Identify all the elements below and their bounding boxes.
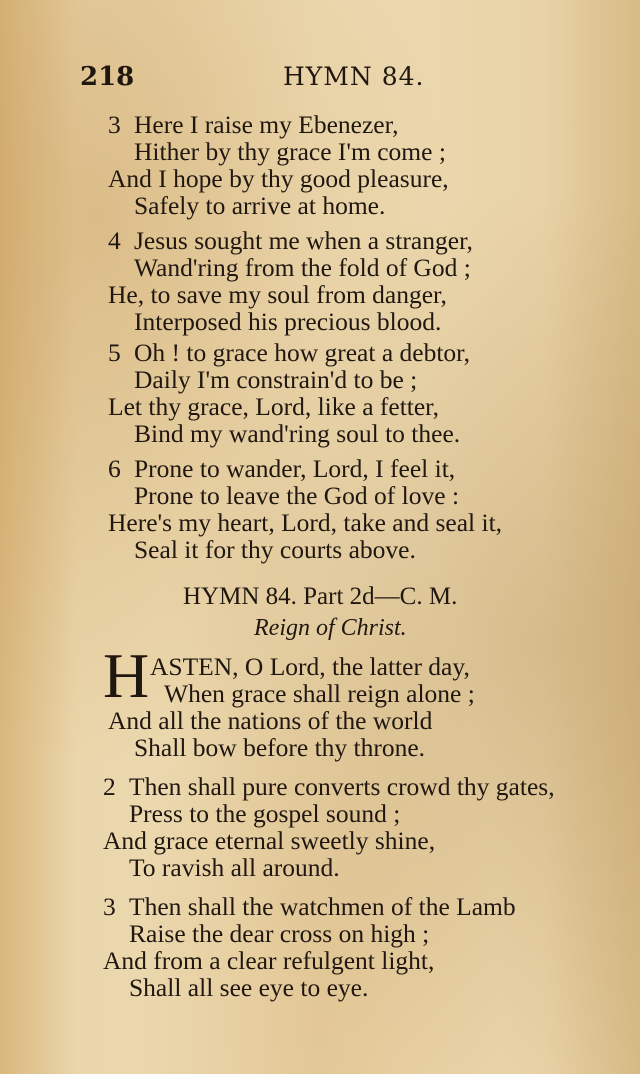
- verse-line: 6 Prone to wander, Lord, I feel it,: [108, 454, 456, 483]
- verse-line: And from a clear refulgent light,: [103, 946, 435, 975]
- verse-line: Prone to leave the God of love :: [134, 481, 460, 510]
- stanza-number: 5: [108, 338, 121, 367]
- verse-line: 3 Then shall the watchmen of the Lamb: [103, 892, 516, 921]
- verse-line: Wand'ring from the fold of God ;: [134, 253, 471, 282]
- stanza-number: 2: [103, 772, 116, 801]
- verse-line: 5 Oh ! to grace how great a debtor,: [108, 338, 471, 367]
- verse-line: Safely to arrive at home.: [134, 191, 386, 220]
- verse-line: Bind my wand'ring soul to thee.: [134, 419, 461, 448]
- page-header: [0, 62, 640, 102]
- verse-line: Daily I'm constrain'd to be ;: [134, 365, 418, 394]
- stanza-number: 3: [103, 892, 116, 921]
- verse-line: Raise the dear cross on high ;: [129, 919, 430, 948]
- verse-line: Shall bow before thy throne.: [134, 733, 426, 762]
- hymn-title: HYMN 84. Part 2d—C. M.: [183, 583, 458, 610]
- stanza-number: 4: [108, 226, 121, 255]
- verse-line: ASTEN, O Lord, the latter day,: [150, 652, 470, 681]
- verse-line: Let thy grace, Lord, like a fetter,: [108, 392, 440, 421]
- verse-line: 3 Here I raise my Ebenezer,: [108, 110, 399, 139]
- page-number: 218: [80, 62, 135, 92]
- verse-line: Hither by thy grace I'm come ;: [134, 137, 446, 166]
- running-title: HYMN 84.: [283, 62, 425, 91]
- stanza-number: 3: [108, 110, 121, 139]
- verse-line: He, to save my soul from danger,: [108, 280, 447, 309]
- verse-line: And all the nations of the world: [108, 706, 433, 735]
- verse-line: 2 Then shall pure converts crowd thy gates,: [103, 772, 555, 801]
- verse-line: When grace shall reign alone ;: [164, 679, 475, 708]
- verse-line: To ravish all around.: [129, 853, 340, 882]
- stanza-number: 6: [108, 454, 121, 483]
- hymn-subtitle: Reign of Christ.: [254, 615, 407, 641]
- verse-line: Here's my heart, Lord, take and seal it,: [108, 508, 503, 537]
- verse-line: Press to the gospel sound ;: [129, 799, 401, 828]
- drop-cap: H: [103, 640, 150, 711]
- verse-line: Shall all see eye to eye.: [129, 973, 369, 1002]
- verse-line: Interposed his precious blood.: [134, 307, 442, 336]
- verse-line: 4 Jesus sought me when a stranger,: [108, 226, 473, 255]
- verse-line: And grace eternal sweetly shine,: [103, 826, 436, 855]
- verse-line: And I hope by thy good pleasure,: [108, 164, 449, 193]
- verse-line: Seal it for thy courts above.: [134, 535, 416, 564]
